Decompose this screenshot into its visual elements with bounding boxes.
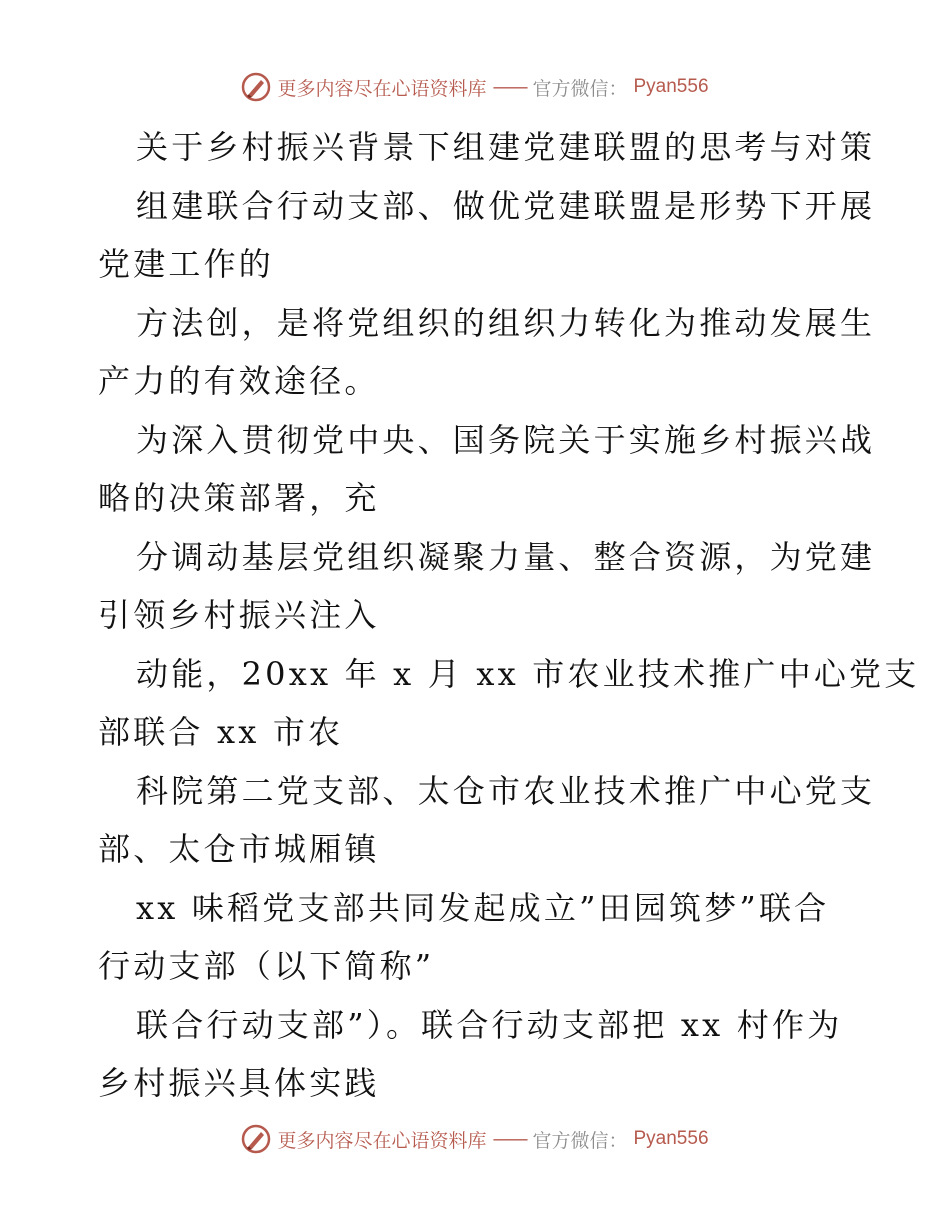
document-line: 行动支部（以下简称” bbox=[98, 947, 435, 985]
watermark-wechat-label: 官方微信： bbox=[532, 77, 628, 100]
document-line: 关于乡村振兴背景下组建党建联盟的思考与对策 bbox=[136, 128, 876, 166]
document-line: 联合行动支部”）。联合行动支部把 xx 村作为 bbox=[136, 1005, 843, 1044]
watermark-wechat-label: 官方微信： bbox=[532, 1129, 628, 1152]
watermark-wechat-id: Pyan556 bbox=[633, 1128, 709, 1149]
document-line: 方法创，是将党组织的组织力转化为推动发展生 bbox=[136, 303, 876, 342]
document-line: 部联合 xx 市农 bbox=[98, 713, 344, 751]
document-line: 动能，20xx 年 x 月 xx 市农业技术推广中心党支 bbox=[136, 654, 920, 693]
document-line: 组建联合行动支部、做优党建联盟是形势下开展 bbox=[136, 186, 876, 225]
document-line: 科院第二党支部、太仓市农业技术推广中心党支 bbox=[136, 771, 876, 810]
document-line: 部、太仓市城厢镇 bbox=[98, 830, 380, 868]
document-line: 乡村振兴具体实践 bbox=[98, 1064, 380, 1102]
document-line: xx 味稻党支部共同发起成立”田园筑梦”联合 bbox=[136, 888, 830, 927]
document-line: 党建工作的 bbox=[98, 245, 275, 283]
document-line: 产力的有效途径。 bbox=[98, 362, 380, 400]
watermark-footer bbox=[0, 1124, 950, 1154]
document-line: 分调动基层党组织凝聚力量、整合资源，为党建 bbox=[136, 537, 876, 576]
watermark-dash: —— bbox=[492, 76, 527, 98]
document-line: 引领乡村振兴注入 bbox=[98, 596, 380, 634]
document-body bbox=[98, 118, 920, 1113]
watermark-site-name: 更多内容尽在心语资料库 bbox=[277, 1129, 487, 1152]
document-line: 为深入贯彻党中央、国务院关于实施乡村振兴战 bbox=[136, 420, 876, 459]
pen-logo-icon bbox=[241, 72, 271, 102]
watermark-wechat-id: Pyan556 bbox=[633, 76, 709, 97]
watermark-site-name: 更多内容尽在心语资料库 bbox=[277, 77, 487, 100]
pen-logo-icon bbox=[241, 1124, 271, 1154]
document-line: 略的决策部署，充 bbox=[98, 479, 380, 517]
watermark-dash: —— bbox=[492, 1128, 527, 1150]
watermark-header bbox=[0, 72, 950, 102]
